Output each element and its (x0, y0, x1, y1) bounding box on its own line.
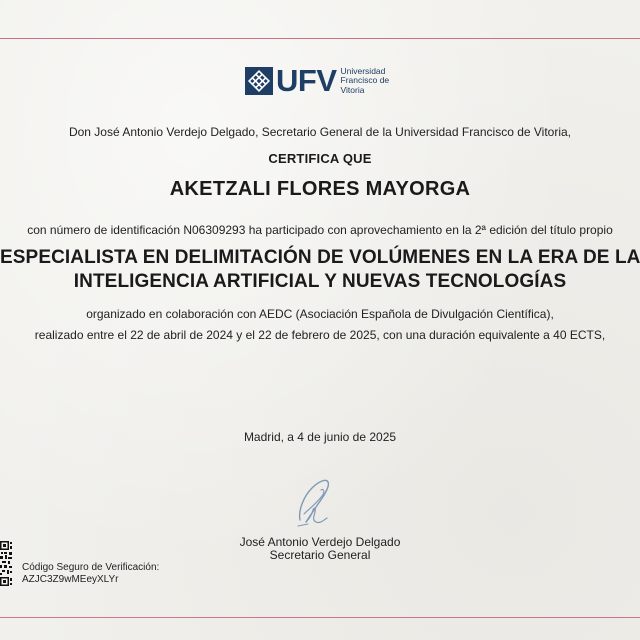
handwritten-signature (290, 474, 336, 530)
verification-code: AZJC3Z9wMEeyXLYr (22, 574, 119, 585)
verification-label: Código Seguro de Verificación: (22, 562, 160, 573)
signatory-name: José Antonio Verdejo Delgado (239, 535, 401, 549)
verification-code-block (22, 562, 159, 586)
signatory-role: Secretario General (269, 548, 371, 562)
logo-acronym: UFV (276, 63, 337, 98)
place-date: Madrid, a 4 de junio de 2025 (243, 430, 397, 444)
certifies-heading: CERTIFICA QUE (268, 151, 372, 166)
top-border-line (0, 38, 640, 39)
ufv-emblem-icon (245, 67, 273, 95)
logo-name-line: Vitoria (340, 84, 365, 95)
identification-text: con número de identificación N06309293 ha participado con aprovechamiento en la 2ª edición del título propio (27, 223, 613, 237)
logo-university-name (341, 67, 390, 96)
intro-text: Don José Antonio Verdejo Delgado, Secretario General de la Universidad Francisco de Vitoria, (68, 125, 572, 139)
dates-text: realizado entre el 22 de abril de 2024 y el 22 de febrero de 2025, con una duración equivalente a 40 ECTS, (34, 328, 606, 342)
verification-qr-icon (0, 541, 12, 586)
bottom-border-line (0, 617, 640, 618)
logo-name-line: Francisco de (340, 75, 390, 86)
logo-name-line: Universidad (340, 65, 386, 76)
organized-text: organizado en colaboración con AEDC (Asociación Española de Divulgación Científica), (86, 307, 554, 321)
ufv-logo (245, 63, 390, 98)
recipient-name: AKETZALI FLORES MAYORGA (169, 178, 471, 200)
program-title-line-2: INTELIGENCIA ARTIFICIAL Y NUEVAS TECNOLOGÍAS (73, 271, 567, 292)
program-title-line-1: ESPECIALISTA EN DELIMITACIÓN DE VOLÚMENES EN LA ERA DE LA (0, 247, 640, 268)
